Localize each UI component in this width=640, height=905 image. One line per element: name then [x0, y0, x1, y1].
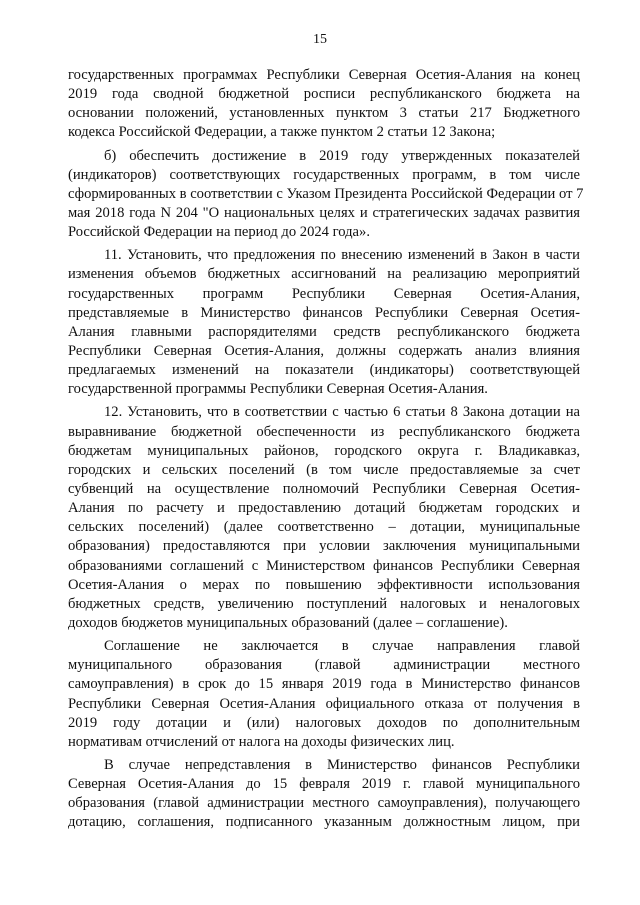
paragraph-non-submission	[68, 756, 580, 833]
text-line: сельских поселений) (далее соответственно – дотации, муниципальные	[68, 519, 580, 536]
text-line: самоуправления) в срок до 15 января 2019 года в Министерство финансов	[68, 676, 580, 693]
text-line: выравнивание бюджетной обеспеченности из республиканского бюджета	[68, 423, 580, 440]
text-line: Соглашение не заключается в случае направления главой	[104, 638, 580, 655]
text-line: кодекса Российской Федерации, а также пунктом 2 статьи 12 Закона;	[68, 124, 496, 141]
paragraph-item-b	[68, 147, 584, 243]
text-line: муниципального образования (главой администрации местного	[68, 657, 580, 674]
text-line: дотацию, соглашения, подписанного указанным должностным лицом, при	[68, 814, 580, 831]
document-body	[68, 66, 584, 832]
text-line: доходов бюджетов муниципальных образований (далее – соглашение).	[68, 614, 508, 631]
text-line: образования) предоставляются при условии заключения муниципальными	[68, 538, 580, 555]
text-line: изменения объемов бюджетных ассигнований на реализацию мероприятий	[68, 266, 580, 283]
text-line: 12. Установить, что в соответствии с частью 6 статьи 8 Закона дотации на	[104, 404, 580, 421]
text-line: государственных программ Республики Северная Осетия-Алания,	[68, 285, 580, 302]
page-number: 15	[313, 32, 327, 47]
paragraph-continuation	[68, 66, 580, 143]
text-line: предлагаемых изменений на показатели (индикаторы) соответствующей	[68, 362, 580, 379]
text-line: нормативам отчислений от налога на доходы физических лиц.	[68, 733, 455, 750]
text-line: б) обеспечить достижение в 2019 году утвержденных показателей	[104, 147, 580, 164]
text-line: государственных программах Республики Северная Осетия-Алания на конец	[68, 67, 580, 83]
text-line: Осетия-Алания о мерах по повышению эффективности использования	[68, 576, 580, 593]
text-line: Республики Северная Осетия-Алания официального отказа от получения в	[68, 695, 580, 712]
text-line: Северная Осетия-Алания до 15 февраля 2019 г. главой муниципального	[68, 776, 580, 793]
text-line: В случае непредставления в Министерство финансов Республики	[104, 756, 580, 773]
text-line: бюджетных средств, увеличению поступлений налоговых и неналоговых	[68, 595, 580, 612]
text-line: субвенций на осуществление полномочий Республики Северная Осетия-	[68, 480, 580, 497]
text-line: образования (главой администрации местного самоуправления), получающего	[68, 795, 580, 812]
text-line: бюджетам муниципальных районов, городского округа г. Владикавказ,	[68, 442, 580, 459]
text-line: Алания главными распорядителями средств республиканского бюджета	[68, 323, 580, 340]
text-line: образованиями соглашений с Министерством финансов Республики Северная	[68, 557, 580, 574]
text-line: основании положений, установленных пунктом 3 статьи 217 Бюджетного	[68, 105, 580, 122]
text-line: государственной программы Республики Северная Осетия-Алания.	[68, 381, 488, 398]
text-line: мая 2018 года N 204 "О национальных целях и стратегических задачах развития	[68, 204, 580, 221]
text-line: (индикаторов) соответствующих государственных программ, в том числе	[68, 166, 580, 183]
paragraph-11	[68, 246, 580, 399]
text-line: представляемые в Министерство финансов Республики Северная Осетия-	[68, 304, 580, 321]
text-line: 2019 года сводной бюджетной росписи республиканского бюджета на	[68, 86, 580, 103]
paragraph-agreement	[68, 637, 580, 752]
text-line: городских и сельских поселений (в том числе предоставляемые за счет	[68, 461, 580, 478]
text-line: 11. Установить, что предложения по внесению изменений в Закон в части	[104, 247, 580, 264]
text-line: Республики Северная Осетия-Алания, должны содержать анализ влияния	[68, 342, 580, 359]
text-line: Российской Федерации на период до 2024 года».	[68, 224, 370, 241]
text-line: сформированных в соответствии с Указом Президента Российской Федерации от 7	[68, 185, 584, 202]
text-line: Алания по расчету и предоставлению дотаций бюджетам городских и	[68, 500, 580, 517]
paragraph-12	[68, 403, 580, 633]
text-line: 2019 году дотации и (или) налоговых доходов по дополнительным	[68, 714, 580, 731]
